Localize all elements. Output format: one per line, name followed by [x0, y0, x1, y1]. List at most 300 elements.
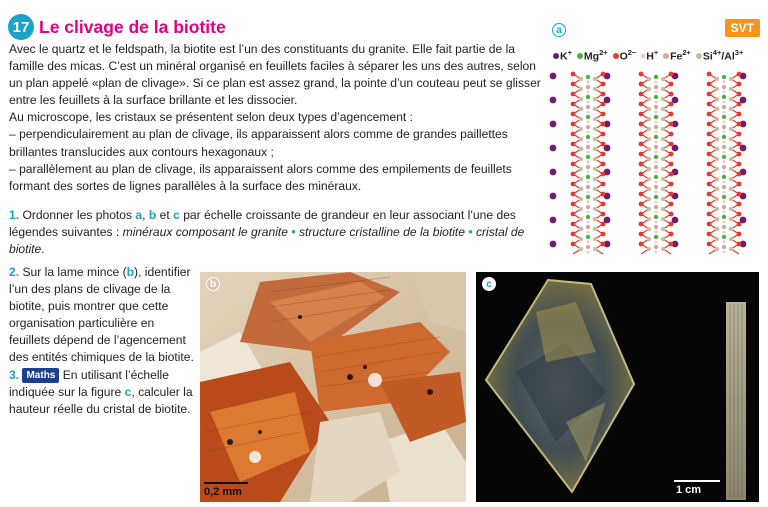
question-2: [9, 264, 197, 367]
questions-2-3: [9, 264, 197, 418]
silicon-atom: [593, 107, 597, 111]
question-text: ), identifier l’un des plans de clivage de la biotite, puis montrer que cette organisation particulière en feuillets dépend de l’agencement des entités chimiques de la biotite.: [9, 265, 194, 365]
octahedral-cation: [586, 105, 590, 109]
hydrogen-atom: [723, 131, 726, 134]
silicon-atom: [579, 127, 583, 131]
oxygen-atom: [601, 182, 606, 187]
octahedral-cation: [654, 165, 658, 169]
silicon-atom: [647, 207, 651, 211]
question-number: 1.: [9, 208, 20, 222]
oxygen-atom: [737, 242, 742, 247]
oxygen-atom: [737, 122, 742, 127]
silicon-atom: [593, 157, 597, 161]
oxygen-atom: [601, 92, 606, 97]
hydrogen-atom: [723, 221, 726, 224]
hydrogen-atom: [587, 181, 590, 184]
silicon-atom: [715, 107, 719, 111]
oxygen-atom: [707, 72, 712, 77]
hydrogen-atom: [655, 171, 658, 174]
silicon-atom: [579, 77, 583, 81]
silicon-atom: [729, 137, 733, 141]
oxygen-atom: [601, 222, 606, 227]
silicon-atom: [647, 177, 651, 181]
octahedral-cation: [654, 85, 658, 89]
silicon-atom: [579, 147, 583, 151]
oxygen-atom: [639, 122, 644, 127]
question-3: [9, 367, 197, 418]
legend-symbol: Mg: [583, 50, 600, 63]
silicon-atom: [715, 177, 719, 181]
oxygen-atom: [707, 122, 712, 127]
silicon-atom: [661, 187, 665, 191]
silicon-atom: [661, 127, 665, 131]
oxygen-atom: [601, 172, 606, 177]
oxygen-atom: [669, 112, 674, 117]
silicon-atom: [647, 237, 651, 241]
oxygen-atom: [571, 212, 576, 217]
octahedral-cation: [654, 105, 658, 109]
silicon-atom: [647, 187, 651, 191]
oxygen-atom: [601, 202, 606, 207]
silicon-atom: [579, 117, 583, 121]
silicon-atom: [729, 227, 733, 231]
oxygen-atom: [601, 192, 606, 197]
oxygen-atom: [601, 152, 606, 157]
exercise-number-badge: 17: [8, 14, 34, 40]
oxygen-atom: [737, 222, 742, 227]
oxygen-atom: [669, 212, 674, 217]
hydrogen-atom: [655, 201, 658, 204]
oxygen-atom: [571, 72, 576, 77]
oxygen-atom: [639, 112, 644, 117]
silicon-atom: [661, 177, 665, 181]
octahedral-cation: [586, 75, 590, 79]
hydrogen-atom: [655, 81, 658, 84]
hydrogen-atom: [587, 131, 590, 134]
legend-charge: 2+: [682, 48, 691, 57]
silicon-atom: [593, 177, 597, 181]
silicon-aluminium-dot-icon: [696, 53, 702, 59]
silicon-atom: [579, 177, 583, 181]
question-text: et: [156, 208, 174, 222]
oxygen-atom: [601, 72, 606, 77]
potassium-atom: [550, 169, 557, 176]
octahedral-cation: [722, 105, 726, 109]
silicon-atom: [593, 217, 597, 221]
silicon-atom: [729, 177, 733, 181]
oxygen-atom: [571, 162, 576, 167]
oxygen-atom: [601, 122, 606, 127]
oxygen-atom: [737, 72, 742, 77]
hydrogen-atom: [723, 121, 726, 124]
silicon-atom: [593, 137, 597, 141]
oxygen-atom: [669, 192, 674, 197]
oxygen-atom: [571, 192, 576, 197]
oxygen-atom: [707, 142, 712, 147]
separator: •: [288, 225, 299, 240]
octahedral-cation: [722, 195, 726, 199]
octahedral-cation: [722, 75, 726, 79]
octahedral-cation: [654, 145, 658, 149]
silicon-atom: [661, 97, 665, 101]
potassium-atom: [550, 97, 557, 104]
octahedral-cation: [586, 155, 590, 159]
silicon-atom: [661, 77, 665, 81]
silicon-atom: [647, 247, 651, 251]
oxygen-atom: [639, 182, 644, 187]
hydrogen-atom: [655, 151, 658, 154]
oxygen-atom: [571, 92, 576, 97]
hydrogen-atom: [723, 181, 726, 184]
hydrogen-atom: [587, 211, 590, 214]
question-number: 3.: [9, 367, 20, 382]
oxygen-atom: [669, 122, 674, 127]
legend-charge: 2−: [627, 48, 637, 57]
octahedral-cation: [586, 235, 590, 239]
oxygen-atom: [737, 142, 742, 147]
silicon-atom: [593, 237, 597, 241]
hydrogen-atom: [587, 161, 590, 164]
oxygen-atom: [707, 192, 712, 197]
oxygen-atom: [571, 242, 576, 247]
oxygen-atom: [601, 212, 606, 217]
silicon-atom: [593, 197, 597, 201]
silicon-atom: [661, 117, 665, 121]
silicon-atom: [715, 197, 719, 201]
hydrogen-atom: [655, 91, 658, 94]
thin-section-image: [200, 272, 466, 502]
silicon-atom: [579, 207, 583, 211]
scale-bar: [204, 482, 248, 484]
octahedral-cation: [586, 125, 590, 129]
oxygen-atom: [707, 202, 712, 207]
figure-ref: c: [173, 208, 180, 222]
oxygen-atom: [639, 92, 644, 97]
octahedral-cation: [654, 195, 658, 199]
silicon-atom: [593, 117, 597, 121]
oxygen-atom: [571, 82, 576, 87]
hydrogen-atom: [723, 171, 726, 174]
octahedral-cation: [722, 165, 726, 169]
silicon-atom: [715, 227, 719, 231]
legend-symbol: Si: [702, 50, 713, 63]
oxygen-atom: [737, 162, 742, 167]
hydrogen-atom: [587, 91, 590, 94]
silicon-atom: [715, 167, 719, 171]
oxygen-atom: [639, 102, 644, 107]
question-1: [9, 207, 543, 258]
oxygen-atom: [639, 162, 644, 167]
caption-option: minéraux composant le granite: [122, 225, 288, 240]
octahedral-cation: [722, 175, 726, 179]
silicon-atom: [729, 247, 733, 251]
silicon-atom: [647, 77, 651, 81]
silicon-atom: [579, 237, 583, 241]
silicon-atom: [593, 77, 597, 81]
legend-charge: +: [567, 48, 572, 57]
legend-symbol: H: [646, 50, 654, 63]
hydrogen-atom: [655, 251, 658, 254]
silicon-atom: [729, 77, 733, 81]
silicon-atom: [647, 167, 651, 171]
oxygen-atom: [669, 142, 674, 147]
octahedral-cation: [722, 215, 726, 219]
silicon-atom: [579, 217, 583, 221]
silicon-atom: [729, 147, 733, 151]
oxygen-atom: [669, 242, 674, 247]
oxygen-atom: [669, 82, 674, 87]
hydrogen-atom: [655, 101, 658, 104]
silicon-atom: [647, 227, 651, 231]
question-text: Sur la lame mince (: [22, 265, 127, 279]
oxygen-atom: [707, 162, 712, 167]
silicon-atom: [729, 197, 733, 201]
figure-a-label: a: [552, 23, 566, 37]
silicon-atom: [579, 97, 583, 101]
oxygen-atom: [707, 232, 712, 237]
octahedral-cation: [654, 75, 658, 79]
hydrogen-atom: [655, 181, 658, 184]
figure-ref: a: [135, 208, 143, 222]
octahedral-cation: [654, 155, 658, 159]
silicon-atom: [715, 137, 719, 141]
oxygen-atom: [669, 162, 674, 167]
silicon-atom: [661, 227, 665, 231]
silicon-atom: [729, 187, 733, 191]
hydrogen-atom: [587, 141, 590, 144]
oxygen-atom: [639, 152, 644, 157]
octahedral-cation: [586, 175, 590, 179]
octahedral-cation: [654, 175, 658, 179]
silicon-atom: [647, 217, 651, 221]
legend-charge: +: [653, 48, 659, 57]
silicon-atom: [579, 107, 583, 111]
silicon-atom: [593, 247, 597, 251]
hydrogen-atom: [587, 241, 590, 244]
silicon-atom: [729, 117, 733, 121]
silicon-atom: [661, 197, 665, 201]
oxygen-atom: [571, 102, 576, 107]
oxygen-atom: [707, 132, 712, 137]
hydrogen-atom: [587, 231, 590, 234]
silicon-atom: [661, 167, 665, 171]
oxygen-atom: [707, 222, 712, 227]
silicon-atom: [715, 77, 719, 81]
hydrogen-atom: [723, 141, 726, 144]
octahedral-cation: [586, 165, 590, 169]
potassium-atom: [550, 145, 557, 152]
potassium-atom: [550, 121, 557, 128]
oxygen-atom: [571, 122, 576, 127]
figure-ref: b: [126, 265, 135, 279]
oxygen-atom: [639, 222, 644, 227]
silicon-atom: [715, 117, 719, 121]
octahedral-cation: [586, 215, 590, 219]
silicon-atom: [579, 227, 583, 231]
silicon-atom: [661, 157, 665, 161]
biotite-crystal-structure-diagram: [549, 68, 760, 256]
legend-symbol: O: [619, 50, 628, 63]
oxygen-atom: [571, 112, 576, 117]
silicon-atom: [593, 127, 597, 131]
octahedral-cation: [722, 245, 726, 249]
question-text: En utilisant l’échelle indiquée sur la figure: [9, 367, 169, 399]
silicon-atom: [593, 147, 597, 151]
oxygen-atom: [669, 202, 674, 207]
hydrogen-atom: [587, 111, 590, 114]
silicon-atom: [579, 87, 583, 91]
atom-legend: [551, 48, 743, 63]
octahedral-cation: [722, 235, 726, 239]
subject-badge: SVT: [725, 19, 760, 37]
hydrogen-atom: [723, 161, 726, 164]
question-text: ,: [142, 208, 149, 222]
oxygen-atom: [669, 232, 674, 237]
caption-option: structure cristalline de la biotite: [298, 225, 465, 240]
octahedral-cation: [722, 185, 726, 189]
silicon-atom: [715, 97, 719, 101]
potassium-atom: [550, 193, 557, 200]
hydrogen-atom: [587, 221, 590, 224]
scale-bar: [674, 480, 720, 482]
question-text: , calculer la hauteur réelle du cristal de biotite.: [9, 384, 193, 416]
octahedral-cation: [654, 125, 658, 129]
octahedral-cation: [654, 115, 658, 119]
silicon-atom: [579, 247, 583, 251]
oxygen-atom: [571, 232, 576, 237]
hydrogen-atom: [655, 121, 658, 124]
potassium-dot-icon: [553, 53, 559, 59]
silicon-atom: [729, 87, 733, 91]
octahedral-cation: [654, 215, 658, 219]
figure-ref: b: [148, 208, 157, 222]
octahedral-cation: [654, 135, 658, 139]
silicon-atom: [715, 207, 719, 211]
hydrogen-atom: [655, 111, 658, 114]
oxygen-atom: [639, 212, 644, 217]
oxygen-atom: [669, 172, 674, 177]
octahedral-cation: [586, 145, 590, 149]
oxygen-atom: [707, 82, 712, 87]
oxygen-atom: [669, 102, 674, 107]
hydrogen-atom: [723, 191, 726, 194]
hydrogen-atom: [587, 101, 590, 104]
hydrogen-atom: [723, 111, 726, 114]
octahedral-cation: [586, 85, 590, 89]
hydrogen-atom: [723, 241, 726, 244]
oxygen-atom: [707, 172, 712, 177]
oxygen-atom: [571, 132, 576, 137]
hydrogen-atom: [723, 81, 726, 84]
oxygen-atom: [639, 142, 644, 147]
potassium-atom: [550, 217, 557, 224]
figure-c-label: c: [482, 277, 496, 291]
silicon-atom: [661, 147, 665, 151]
silicon-atom: [729, 167, 733, 171]
oxygen-atom: [639, 232, 644, 237]
oxygen-atom: [737, 192, 742, 197]
oxygen-atom: [639, 172, 644, 177]
octahedral-cation: [722, 85, 726, 89]
oxygen-atom: [639, 72, 644, 77]
silicon-atom: [715, 147, 719, 151]
oxygen-atom: [737, 92, 742, 97]
silicon-atom: [579, 197, 583, 201]
silicon-atom: [579, 137, 583, 141]
potassium-atom: [550, 241, 557, 248]
oxygen-atom: [737, 232, 742, 237]
hydrogen-atom: [723, 231, 726, 234]
silicon-atom: [729, 97, 733, 101]
legend-symbol: K: [560, 50, 568, 63]
legend-charge: 4+: [712, 48, 722, 57]
silicon-atom: [593, 207, 597, 211]
oxygen-atom: [707, 112, 712, 117]
oxygen-atom: [707, 212, 712, 217]
silicon-atom: [715, 157, 719, 161]
silicon-atom: [647, 197, 651, 201]
octahedral-cation: [654, 235, 658, 239]
silicon-atom: [715, 237, 719, 241]
oxygen-atom: [669, 182, 674, 187]
oxygen-dot-icon: [613, 53, 619, 59]
silicon-atom: [715, 127, 719, 131]
octahedral-cation: [722, 225, 726, 229]
octahedral-cation: [586, 195, 590, 199]
hydrogen-atom: [655, 141, 658, 144]
oxygen-atom: [737, 182, 742, 187]
octahedral-cation: [722, 205, 726, 209]
octahedral-cation: [654, 185, 658, 189]
hydrogen-atom: [587, 81, 590, 84]
hydrogen-atom: [723, 251, 726, 254]
oxygen-atom: [601, 242, 606, 247]
octahedral-cation: [722, 155, 726, 159]
silicon-atom: [593, 187, 597, 191]
hydrogen-atom: [587, 151, 590, 154]
oxygen-atom: [639, 82, 644, 87]
biotite-crystal-image: [476, 272, 759, 502]
hydrogen-atom: [587, 251, 590, 254]
silicon-atom: [647, 137, 651, 141]
octahedral-cation: [722, 95, 726, 99]
oxygen-atom: [707, 92, 712, 97]
potassium-atom: [550, 73, 557, 80]
silicon-atom: [647, 97, 651, 101]
oxygen-atom: [639, 242, 644, 247]
intro-paragraph: Au microscope, les cristaux se présentent selon deux types d’agencement :: [9, 110, 414, 125]
octahedral-cation: [586, 185, 590, 189]
oxygen-atom: [707, 102, 712, 107]
silicon-atom: [579, 157, 583, 161]
oxygen-atom: [601, 162, 606, 167]
hydrogen-atom: [655, 161, 658, 164]
octahedral-cation: [654, 225, 658, 229]
oxygen-atom: [737, 202, 742, 207]
hydrogen-atom: [655, 211, 658, 214]
oxygen-atom: [737, 152, 742, 157]
caption-option: cristal de biotite: [9, 225, 525, 257]
question-text: .: [41, 242, 45, 257]
octahedral-cation: [722, 135, 726, 139]
oxygen-atom: [571, 172, 576, 177]
oxygen-atom: [601, 142, 606, 147]
oxygen-atom: [601, 82, 606, 87]
oxygen-atom: [737, 172, 742, 177]
question-text: par échelle croissante de grandeur en leur associant l’une des légendes suivantes :: [9, 208, 516, 240]
oxygen-atom: [669, 92, 674, 97]
figure-b-label: b: [206, 277, 220, 291]
